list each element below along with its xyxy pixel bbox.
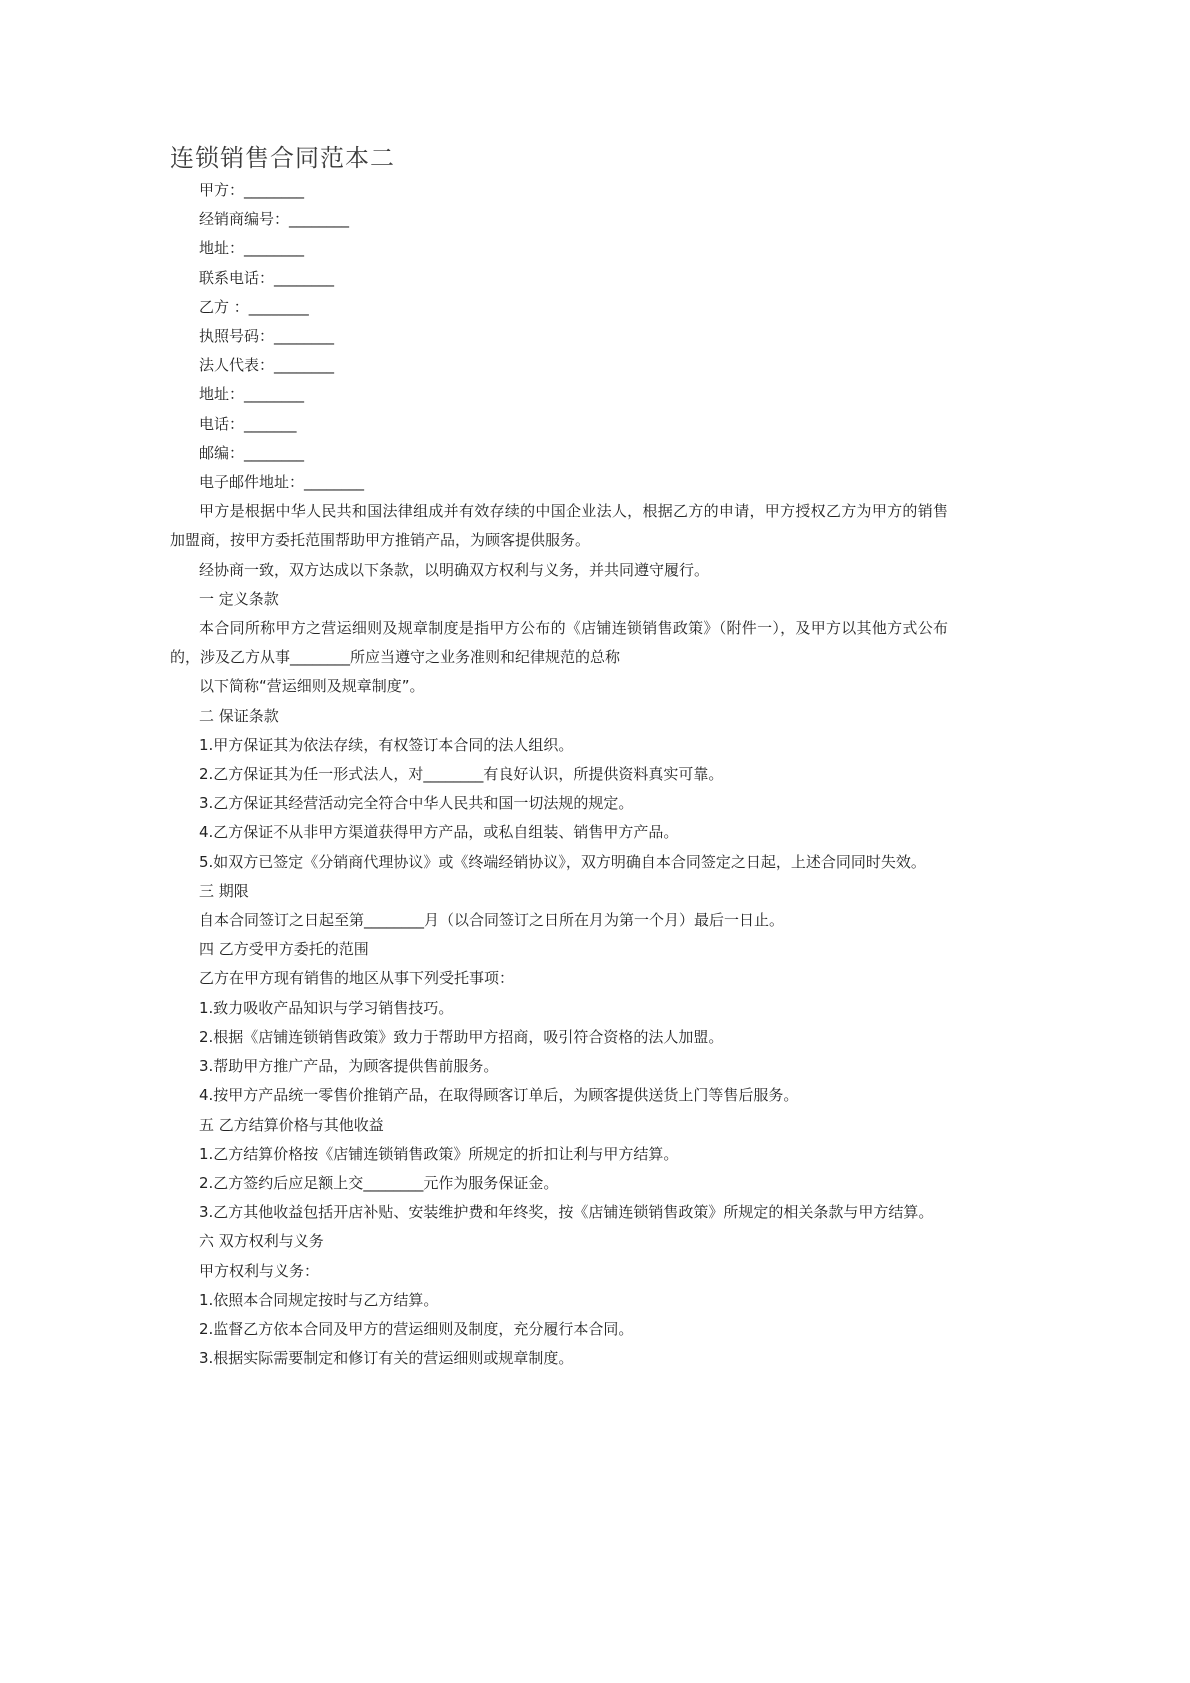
field-party-a: 甲方：________: [199, 181, 305, 199]
preamble-paragraph: 经协商一致，双方达成以下条款，以明确双方权利与义务，并共同遵守履行。: [199, 560, 710, 579]
field-email: 电子邮件地址：________: [199, 473, 365, 492]
clause-item: 1.乙方结算价格按《店铺连锁销售政策》所规定的折扣让利与甲方结算。: [199, 1144, 679, 1163]
section-heading: 四 乙方受甲方委托的范围: [199, 940, 369, 959]
clause-item: 自本合同签订之日起至第________月（以合同签订之日所在月为第一个月）最后一日止。: [199, 911, 785, 930]
section-rights-obligations: [170, 1227, 948, 1373]
field-phone-a: 联系电话：________: [199, 268, 335, 287]
field-license-number: 执照号码：________: [199, 327, 335, 346]
clause-item: 甲方权利与义务：: [199, 1261, 320, 1280]
section-term: [170, 877, 948, 935]
section-heading: 五 乙方结算价格与其他收益: [199, 1115, 384, 1134]
section-definitions: [170, 585, 948, 702]
section-heading: 三 期限: [199, 881, 249, 900]
clause-item: 2.监督乙方依本合同及甲方的营运细则及制度，充分履行本合同。: [199, 1319, 634, 1338]
field-legal-rep: 法人代表：________: [199, 356, 335, 375]
clause-item: 乙方在甲方现有销售的地区从事下列受托事项：: [199, 969, 515, 988]
preamble-paragraph: 甲方是根据中华人民共和国法律组成并有效存续的中国企业法人，根据乙方的申请，甲方授权乙方为甲方的销售加盟商，按甲方委托范围帮助甲方推销产品，为顾客提供服务。: [170, 502, 948, 550]
clause-item: 3.帮助甲方推广产品，为顾客提供售前服务。: [199, 1057, 499, 1076]
clause-item: 3.根据实际需要制定和修订有关的营运细则或规章制度。: [199, 1349, 574, 1368]
field-dealer-number: 经销商编号：________: [199, 210, 350, 229]
clause-item: 4.按甲方产品统一零售价推销产品，在取得顾客订单后，为顾客提供送货上门等售后服务。: [199, 1086, 799, 1105]
field-address-b: 地址：________: [199, 385, 305, 404]
clause-item: 4.乙方保证不从非甲方渠道获得甲方产品，或私自组装、销售甲方产品。: [199, 823, 679, 842]
clause-item: 1.依照本合同规定按时与乙方结算。: [199, 1290, 439, 1309]
section-heading: 二 保证条款: [199, 706, 279, 725]
section-heading: 六 双方权利与义务: [199, 1232, 324, 1251]
field-party-b: 乙方 ：________: [199, 297, 309, 316]
document-page: [170, 140, 948, 1373]
preamble: [170, 497, 948, 585]
clause-item: 2.乙方签约后应足额上交________元作为服务保证金。: [199, 1173, 559, 1192]
section-heading: 一 定义条款: [199, 589, 279, 608]
section-warranties: [170, 702, 948, 877]
clause-item: 5.如双方已签定《分销商代理协议》或《终端经销协议》，双方明确自本合同签定之日起，上述合同同时失效。: [199, 852, 926, 871]
field-postcode: 邮编：________: [199, 443, 305, 462]
section-settlement: [170, 1111, 948, 1228]
party-info-fields: [170, 176, 948, 497]
field-address-a: 地址：________: [199, 239, 305, 258]
section-scope: [170, 935, 948, 1110]
field-phone-b: 电话：_______: [199, 414, 297, 433]
clause-item: 1.甲方保证其为依法存续，有权签订本合同的法人组织。: [199, 735, 574, 754]
clause-item: 3.乙方其他收益包括开店补贴、安装维护费和年终奖，按《店铺连锁销售政策》所规定的相关条款与甲方结算。: [199, 1203, 934, 1222]
section-paragraph: 以下简称“营运细则及规章制度”。: [199, 677, 425, 696]
clause-item: 1.致力吸收产品知识与学习销售技巧。: [199, 998, 454, 1017]
section-paragraph: 本合同所称甲方之营运细则及规章制度是指甲方公布的《店铺连锁销售政策》（附件一），及甲方以其他方式公布的，涉及乙方从事________所应当遵守之业务准则和纪律规范的总称: [170, 619, 948, 667]
clause-item: 3.乙方保证其经营活动完全符合中华人民共和国一切法规的规定。: [199, 794, 634, 813]
clause-item: 2.乙方保证其为任一形式法人，对________有良好认识，所提供资料真实可靠。: [199, 765, 724, 784]
document-title: 连锁销售合同范本二: [170, 144, 395, 172]
clause-item: 2.根据《店铺连锁销售政策》致力于帮助甲方招商，吸引符合资格的法人加盟。: [199, 1027, 724, 1046]
